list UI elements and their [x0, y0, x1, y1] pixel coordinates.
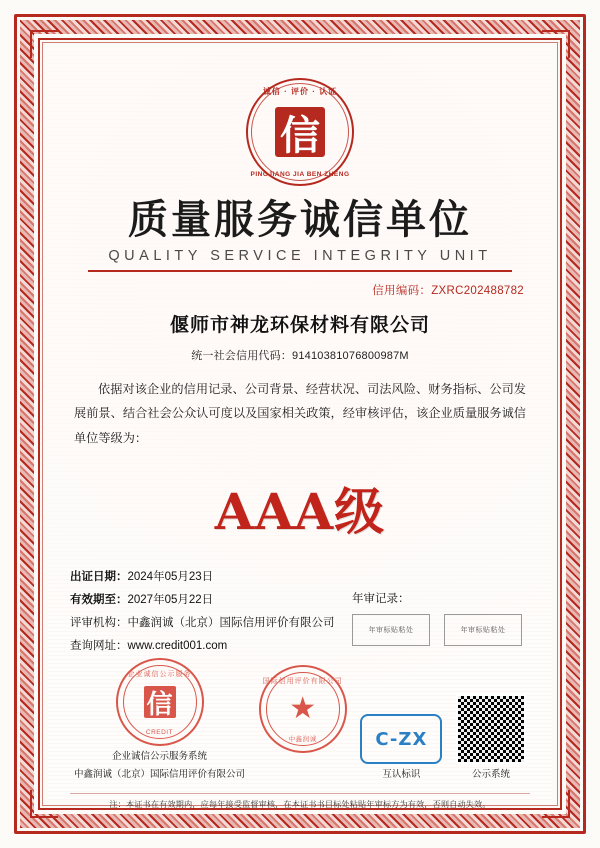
grade-block	[70, 472, 530, 544]
mutual-recognition-caption: 互认标识	[382, 769, 421, 781]
seal-bottom-text: CREDIT	[145, 729, 174, 737]
mutual-recognition-logo-icon: C-ZX	[360, 714, 442, 764]
credit-number-label: 信用编码：	[372, 285, 432, 297]
audit-stamp-box-1: 年审标贴粘处	[352, 614, 430, 646]
issue-date-label: 出证日期：	[70, 571, 128, 584]
official-red-seal-icon	[259, 665, 347, 753]
seal-group-secondary	[259, 665, 347, 753]
seal-caption-line1: 企业诚信公示服务系统	[112, 751, 208, 763]
mutual-recognition-group	[360, 714, 442, 782]
qr-group	[456, 694, 526, 782]
credit-number	[70, 282, 530, 298]
certificate-title-english: QUALITY SERVICE INTEGRITY UNIT	[88, 248, 511, 272]
seals-row	[70, 658, 530, 785]
agency-value: 中鑫润诚（北京）国际信用评价有限公司	[127, 617, 335, 630]
emblem-center-character: 信	[275, 107, 325, 157]
emblem-bottom-text: PINGJIANG JIA BEN ZHENG	[250, 171, 350, 178]
certificate-content	[48, 48, 552, 809]
emblem-wrap	[70, 78, 530, 186]
grade-value: AAA级	[214, 482, 386, 542]
details-section	[70, 566, 530, 658]
official-seal-bottom-text: 中鑫润诚	[288, 735, 317, 743]
audit-stamp-box-2: 年审标贴粘处	[444, 614, 522, 646]
audit-stamp-boxes	[352, 614, 522, 646]
unified-social-credit-code	[70, 347, 530, 363]
audit-record-block	[352, 590, 522, 646]
company-name: 偃师市神龙环保材料有限公司	[169, 314, 430, 336]
usci-value: 91410381076800987M	[292, 350, 409, 362]
seal-group-primary	[74, 658, 245, 783]
seal-top-text: 企业诚信公示服务	[127, 671, 192, 679]
website-value[interactable]: www.credit001.com	[127, 640, 228, 653]
official-seal-top-text: 国际信用评价有限公司	[262, 677, 343, 685]
seal-caption-line2: 中鑫润诚（北京）国际信用评价有限公司	[74, 769, 246, 781]
audit-record-label: 年审记录：	[352, 593, 410, 606]
valid-until-label: 有效期至：	[70, 594, 128, 607]
seal-center-character: 信	[144, 686, 176, 718]
details-left-column	[70, 566, 335, 658]
valid-until-row	[70, 589, 335, 612]
emblem-top-text: 诚信 · 评价 · 认证	[262, 87, 338, 96]
star-icon: ★	[289, 691, 317, 727]
certificate-title-chinese: 质量服务诚信单位	[128, 197, 472, 243]
website-row	[70, 635, 335, 658]
issue-date-value: 2024年05月23日	[127, 571, 214, 584]
valid-until-value: 2027年05月22日	[127, 594, 214, 607]
qr-code-icon[interactable]	[456, 694, 526, 764]
company-seal-icon	[116, 658, 204, 746]
agency-row	[70, 612, 335, 635]
agency-label: 评审机构：	[70, 617, 128, 630]
website-label: 查询网址：	[70, 640, 128, 653]
footnote-text: 注：本证书在有效期内，应每年接受监督审核，在本证书书目标处粘贴年审标方为有效，否则自动失效。	[70, 793, 530, 810]
credit-number-value: ZXRC202488782	[431, 285, 524, 297]
credit-emblem-icon	[246, 78, 354, 186]
usci-label: 统一社会信用代码：	[191, 350, 293, 362]
issue-date-row	[70, 566, 335, 589]
certificate-body-text: 依据对该企业的信用记录、公司背景、经营状况、司法风险、财务指标、公司发展前景、结合社会公众认可度以及国家相关政策，经审核评估，该企业质量服务诚信单位等级为：	[74, 382, 526, 445]
qr-caption: 公示系统	[471, 769, 510, 781]
